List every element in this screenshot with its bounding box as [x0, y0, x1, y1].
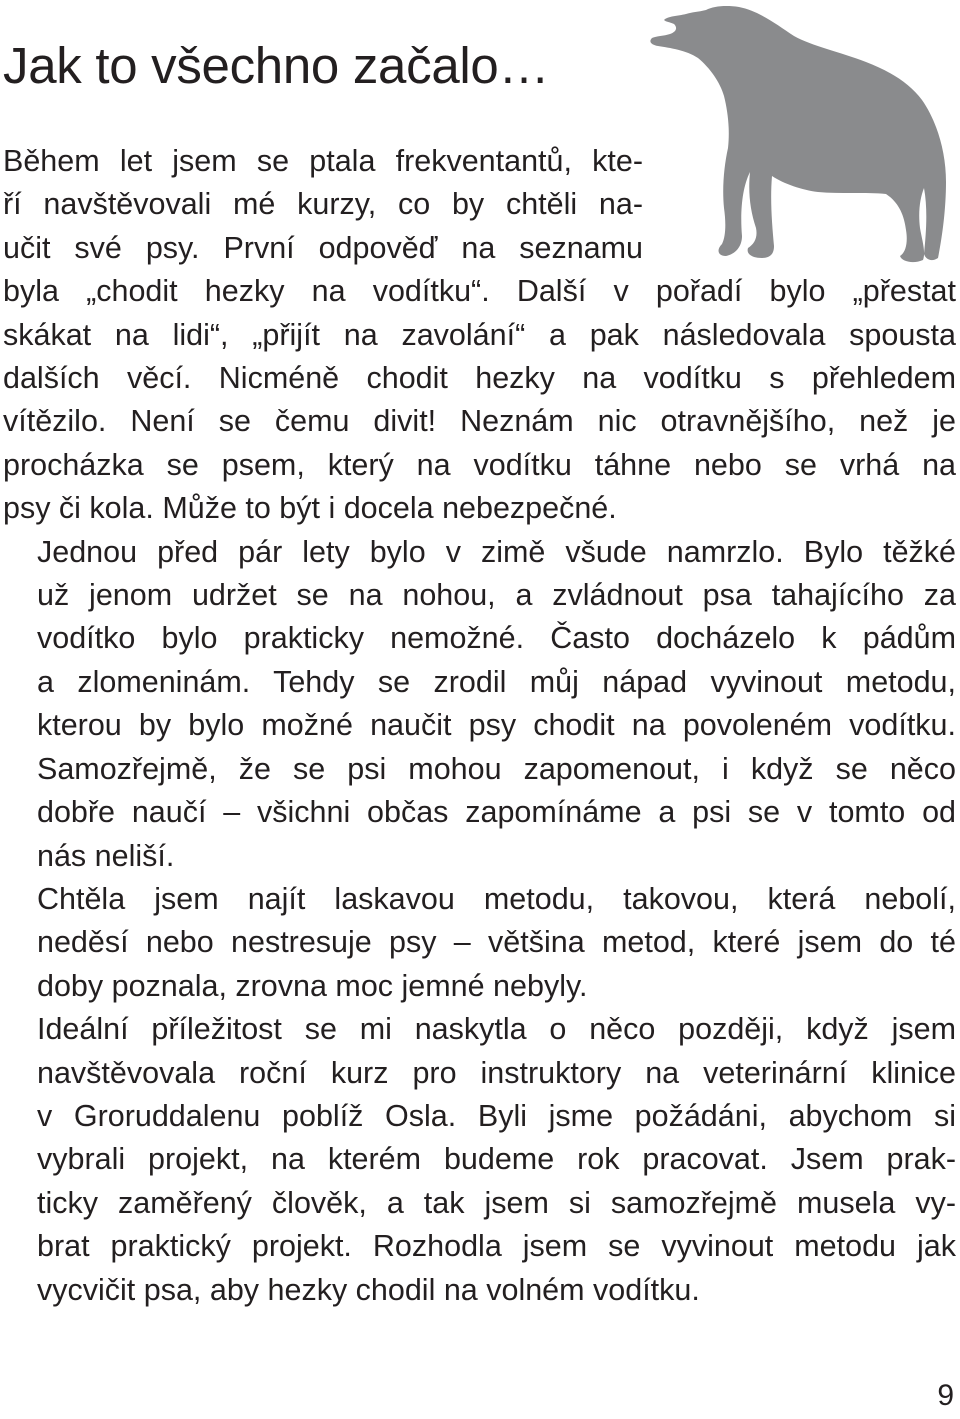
text-line: byla „chodit hezky na vodítku“. Další v pořadí bylo „přestat — [3, 274, 956, 309]
text-line: vycvičit psa, aby hezky chodil na volném vodítku. — [37, 1272, 700, 1307]
paragraph-4 — [3, 1008, 956, 1312]
text-line: učit své psy. První odpověď na seznamu — [3, 230, 643, 265]
body-text — [3, 140, 956, 1312]
text-line: Ideální příležitost se mi naskytla o něco později, když jsem — [37, 1012, 956, 1047]
text-line: vybrali projekt, na kterém budeme rok pracovat. Jsem prak- — [37, 1142, 956, 1177]
text-line: Samozřejmě, že se psi mohou zapomenout, i když se něco — [37, 751, 956, 786]
text-line: doby poznala, zrovna moc jemné nebyly. — [37, 968, 588, 1003]
text-line: nás neliší. — [37, 838, 175, 873]
text-line: vítězilo. Není se čemu divit! Neznám nic otravnějšího, než je — [3, 404, 956, 439]
page-title: Jak to všechno začalo… — [3, 37, 550, 94]
text-line: skákat na lidi“, „přijít na zavolání“ a pak následovala spousta — [3, 317, 956, 352]
paragraph-1 — [3, 140, 956, 531]
text-line: Jednou před pár lety bylo v zimě všude namrzlo. Bylo těžké — [37, 534, 956, 569]
text-line: vodítko bylo prakticky nemožné. Často docházelo k pádům — [37, 621, 956, 656]
text-line: ticky zaměřený člověk, a tak jsem si samozřejmě musela vy- — [37, 1185, 956, 1220]
text-line: dalších věcí. Nicméně chodit hezky na vodítku s přehledem — [3, 361, 956, 396]
text-line: už jenom udržet se na nohou, a zvládnout psa tahajícího za — [37, 578, 956, 613]
text-line: brat praktický projekt. Rozhodla jsem se vyvinout metodu jak — [37, 1229, 956, 1264]
text-line: Během let jsem se ptala frekventantů, kte- — [3, 144, 643, 178]
text-line: procházka se psem, který na vodítku táhne nebo se vrhá na — [3, 447, 956, 482]
page-number: 9 — [937, 1379, 954, 1412]
text-line: dobře naučí – všichni občas zapomínáme a psi se v tomto od — [37, 795, 956, 830]
text-line: psy či kola. Může to být i docela nebezpečné. — [3, 491, 617, 526]
text-line: kterou by bylo možné naučit psy chodit na povoleném vodítku. — [37, 708, 956, 743]
text-line: Chtěla jsem najít laskavou metodu, takovou, která nebolí, — [37, 881, 956, 916]
paragraph-2 — [3, 531, 956, 878]
paragraph-3 — [3, 878, 956, 1008]
text-line: neděsí nebo nestresuje psy – většina metod, které jsem do té — [37, 925, 956, 960]
text-line: a zlomeninám. Tehdy se zrodil můj nápad vyvinout metodu, — [37, 664, 956, 699]
text-line: navštěvovala roční kurz pro instruktory na veterinární klinice — [37, 1055, 956, 1090]
text-line: v Groruddalenu poblíž Osla. Byli jsme požádáni, abychom si — [37, 1098, 956, 1133]
text-line: ří navštěvovali mé kurzy, co by chtěli na- — [3, 187, 643, 222]
